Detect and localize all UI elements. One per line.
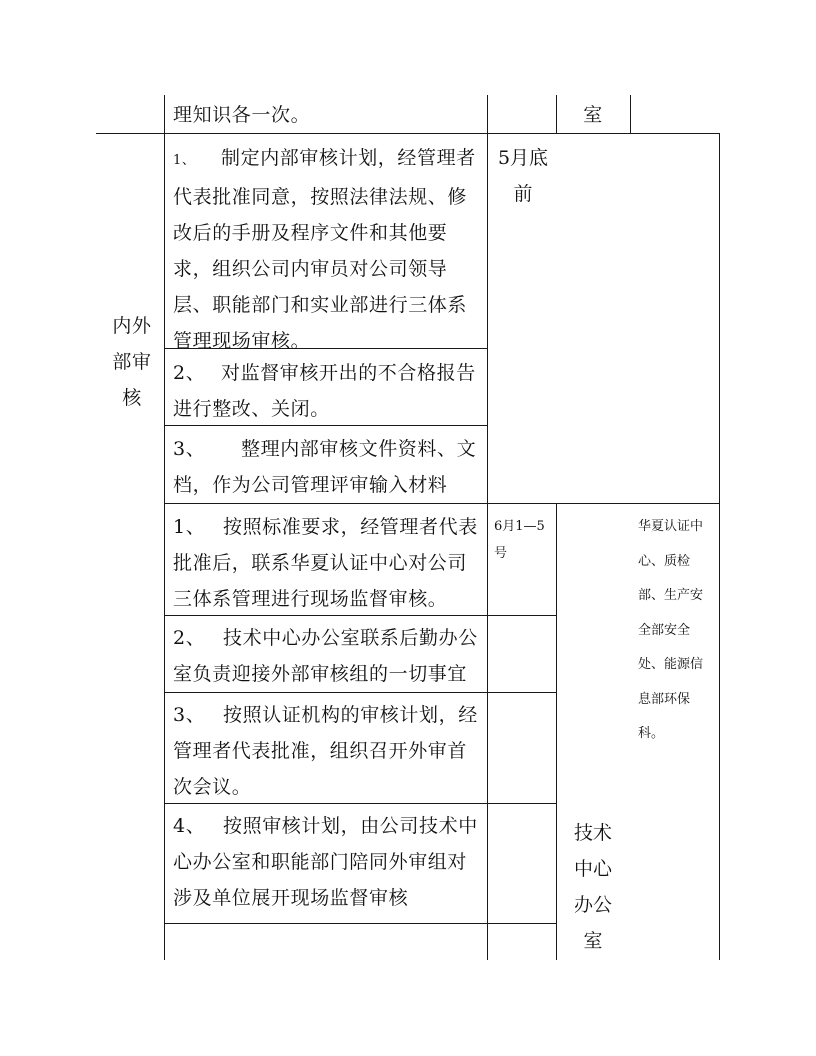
- partner-line: 息部环保: [638, 691, 691, 707]
- item-line: 进行整改、关闭。: [173, 398, 330, 420]
- item-line: [173, 431, 485, 467]
- item-line: [173, 808, 485, 844]
- item-line: 代表批准同意，按照法律法规、修: [173, 186, 468, 208]
- partner-line: 处、能源信: [638, 657, 704, 672]
- item-line: 室负责迎接外部审核组的一切事宜: [173, 663, 468, 685]
- partner-line: 心、质检: [638, 553, 691, 569]
- time-line: 5月底: [497, 147, 549, 169]
- item-line: 档，作为公司管理评审输入材料: [173, 474, 448, 496]
- partner-line: 科。: [638, 726, 665, 741]
- item-text: 制定内部审核计划，经管理者: [221, 147, 476, 169]
- item-text: 对监督审核开出的不合格报告: [221, 362, 476, 384]
- external-time: [494, 510, 554, 564]
- item-line: 次会议。: [173, 776, 252, 798]
- time-line: 6月1—5: [494, 519, 545, 534]
- item-line: 管理者代表批准，组织召开外审首: [173, 740, 468, 762]
- internal-item-2: [173, 355, 485, 427]
- item-line: 求，组织公司内审员对公司领导: [173, 258, 448, 280]
- item-number: 3、: [173, 704, 206, 726]
- internal-time: [490, 140, 556, 212]
- item-number: 1、: [173, 516, 206, 538]
- partner-line: 华夏认证中: [638, 519, 704, 534]
- item-line: [173, 620, 485, 656]
- dept-line: 办公: [573, 894, 612, 916]
- external-item-2: [173, 620, 485, 692]
- external-partners: [638, 510, 718, 752]
- dept-line: 中心: [573, 858, 612, 880]
- category-label: [104, 308, 160, 416]
- item-line: 涉及单位展开现场监督审核: [173, 887, 409, 909]
- col-rule-partner-left-top: [630, 95, 631, 134]
- item-line: [173, 509, 485, 545]
- top-row-content: 理知识各一次。: [173, 104, 311, 126]
- internal-item-1: [173, 140, 485, 359]
- rule-section-divider: [164, 503, 720, 504]
- external-dept: [556, 815, 630, 959]
- item-line: 层、职能部门和实业部进行三体系: [173, 294, 468, 316]
- item-text: 按照审核计划，由公司技术中: [223, 815, 478, 837]
- internal-item-3: [173, 431, 485, 503]
- item-number: 2、: [173, 362, 206, 384]
- item-line: 三体系管理进行现场监督审核。: [173, 588, 448, 610]
- col-rule-time-left: [487, 95, 488, 960]
- item-text: 按照标准要求，经管理者代表: [223, 516, 478, 538]
- item-line: 批准后，联系华夏认证中心对公司: [173, 552, 468, 574]
- item-number: 3、: [173, 438, 206, 460]
- time-line: 号: [494, 546, 508, 561]
- item-line: [173, 140, 485, 179]
- item-text: 整理内部审核文件资料、文: [241, 438, 477, 460]
- category-line: 内外: [112, 315, 152, 337]
- item-text: 技术中心办公室联系后勤办公: [223, 627, 478, 649]
- time-line: 前: [513, 183, 533, 205]
- partner-line: 全部安全: [638, 622, 691, 638]
- item-line: 改后的手册及程序文件和其他要: [173, 222, 448, 244]
- top-row-dept: 室: [583, 104, 603, 126]
- external-item-4: [173, 808, 485, 916]
- item-line: 管理现场审核。: [173, 330, 311, 352]
- rule-external-item4-bottom: [164, 923, 556, 924]
- item-number: 1、: [173, 153, 196, 168]
- item-number: 4、: [173, 815, 206, 837]
- col-rule-right: [719, 133, 720, 960]
- external-item-1: [173, 509, 485, 617]
- dept-line: 技术: [573, 822, 612, 844]
- partner-line: 部、生产安: [638, 588, 704, 603]
- item-line: [173, 697, 485, 733]
- item-text: 按照认证机构的审核计划，经: [223, 704, 478, 726]
- category-line: 核: [122, 387, 142, 409]
- dept-line: 室: [583, 930, 603, 952]
- item-line: 心办公室和职能部门陪同外审组对: [173, 851, 468, 873]
- item-line: [173, 355, 485, 391]
- external-item-3: [173, 697, 485, 805]
- item-number: 2、: [173, 627, 206, 649]
- rule-top-section-bottom: [96, 133, 720, 134]
- category-line: 部审: [112, 351, 152, 373]
- col-rule-content-left: [164, 95, 165, 960]
- rule-external-item2-bottom: [164, 692, 556, 693]
